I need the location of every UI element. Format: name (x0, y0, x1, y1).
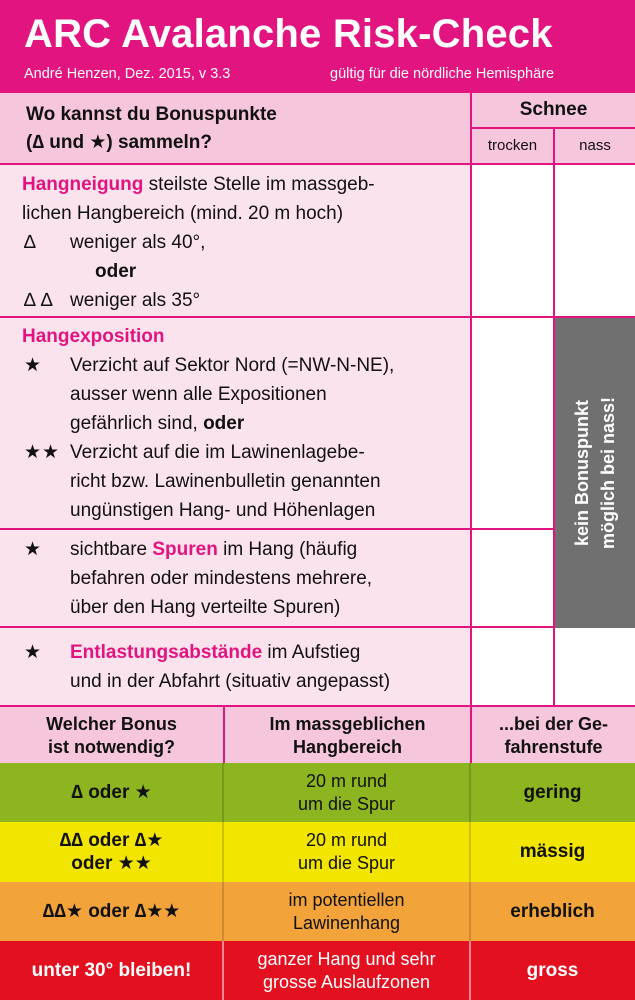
slope-line-2: lichen Hangbereich (mind. 20 m hoch) (22, 203, 344, 224)
or-label: oder (203, 413, 245, 434)
tracks-section (0, 530, 470, 628)
exposure-section (0, 318, 470, 530)
wet-no-bonus-text (569, 397, 621, 549)
area-line: 20 m rund (305, 770, 388, 791)
bonus-row (0, 763, 635, 822)
tracks-line-2: befahren oder mindestens mehrere, (70, 568, 373, 589)
header-line: ist notwendig? (48, 737, 175, 757)
delta-symbol: ∆ (24, 232, 36, 253)
exposure-line-6: ungünstigen Hang- und Höhenlagen (70, 500, 376, 521)
slope-desc: steilste Stelle im massgeb- (143, 174, 375, 195)
tracks-keyword: Spuren (152, 539, 218, 560)
area-line: ganzer Hang und sehr (257, 948, 436, 969)
spacing-post: im Aufstieg (262, 642, 361, 663)
bonus-required-cell (0, 822, 223, 882)
bonus-line: ∆∆★ oder ∆★★ (42, 901, 181, 922)
page-title: ARC Avalanche Risk-Check (24, 12, 553, 56)
header-banner (0, 0, 635, 93)
tracks-line-1 (70, 535, 357, 564)
spacing-line-1 (70, 638, 360, 667)
grid-line (470, 528, 555, 530)
spacing-line-2: und in der Abfahrt (situativ angepasst) (70, 671, 391, 692)
area-line: um die Spur (297, 793, 396, 814)
bonus-line: ∆∆ oder ∆★ (59, 830, 164, 851)
header-line: Im massgeblichen (269, 714, 426, 734)
tracks-pre: sichtbare (70, 539, 153, 560)
danger-level-cell: erheblich (510, 900, 595, 922)
snow-column-header: Schnee (519, 99, 588, 120)
wet-column-header: nass (579, 137, 611, 154)
tracks-post: im Hang (häufig (217, 539, 358, 560)
area-line: grosse Auslaufzonen (262, 971, 431, 992)
question-text (26, 101, 426, 157)
area-line: Lawinenhang (292, 912, 401, 933)
danger-level-cell: gering (523, 781, 582, 803)
header-line: Welcher Bonus (46, 714, 177, 734)
bonus-table-header (0, 705, 635, 763)
slope-title: Hangneigung (22, 174, 144, 195)
star-symbol: ★ (24, 539, 42, 560)
bonus-header-level (472, 713, 635, 759)
bonus-area-cell (223, 822, 470, 882)
slope-option-1: weniger als 40°, (70, 232, 206, 253)
exposure-line-1: Verzicht auf Sektor Nord (=NW-N-NE), (70, 355, 395, 376)
header-line: Hangbereich (292, 737, 403, 757)
wet-note-line-1: kein Bonuspunkt (572, 399, 592, 547)
grid-line (470, 316, 555, 318)
bonus-line: oder ★★ (71, 853, 152, 874)
exposure-line-3-text: gefährlich sind, (70, 413, 204, 434)
bonus-header-area (225, 713, 470, 759)
header-line: ...bei der Ge- (498, 714, 609, 734)
bonus-row (0, 941, 635, 1000)
exposure-title: Hangexposition (22, 326, 165, 347)
bonus-row (0, 822, 635, 882)
grid-line (470, 165, 472, 705)
star-symbol: ★ (24, 642, 42, 663)
validity-note: gültig für die nördliche Hemisphäre (330, 66, 555, 82)
area-line: 20 m rund (305, 830, 388, 850)
or-label: oder (95, 261, 137, 282)
exposure-line-2: ausser wenn alle Expositionen (70, 384, 327, 405)
bonus-line: unter 30° bleiben! (31, 960, 192, 981)
bonus-area-cell (223, 882, 470, 941)
wet-note-line-2: möglich bei nass! (598, 396, 618, 550)
area-line: um die Spur (297, 853, 396, 873)
double-delta-symbol: ∆ ∆ (24, 290, 53, 311)
exposure-line-4: Verzicht auf die im Lawinenlagebe- (70, 442, 365, 463)
question-line-1: Wo kannst du Bonuspunkte (26, 104, 277, 125)
bonus-required-cell (0, 882, 223, 941)
slope-line-1 (22, 170, 375, 199)
spacing-section (0, 628, 470, 705)
bonus-required-cell (0, 763, 223, 822)
slope-option-2: weniger als 35° (70, 290, 201, 311)
danger-level-cell: mässig (519, 841, 586, 862)
bonus-line: ∆ oder ★ (71, 782, 152, 803)
bonus-area-cell (223, 941, 470, 1000)
bonus-row (0, 882, 635, 941)
dry-column-header: trocken (487, 137, 538, 154)
double-star-symbol: ★★ (24, 442, 61, 463)
slope-section (0, 165, 470, 318)
author-credit: André Henzen, Dez. 2015, v 3.3 (24, 66, 231, 82)
tracks-line-3: über den Hang verteilte Spuren) (70, 597, 341, 618)
bonus-header-required (0, 713, 223, 759)
bonus-area-cell (223, 763, 470, 822)
danger-level-cell: gross (526, 959, 579, 981)
exposure-line-3 (70, 409, 244, 438)
question-line-2: (∆ und ★) sammeln? (26, 132, 212, 153)
question-header (0, 93, 635, 165)
spacing-keyword: Entlastungsabstände (70, 642, 263, 663)
bonus-required-cell (0, 941, 223, 1000)
header-line: fahrenstufe (504, 737, 603, 757)
exposure-line-5: richt bzw. Lawinenbulletin genannten (70, 471, 381, 492)
star-symbol: ★ (24, 355, 42, 376)
area-line: im potentiellen (288, 889, 405, 910)
